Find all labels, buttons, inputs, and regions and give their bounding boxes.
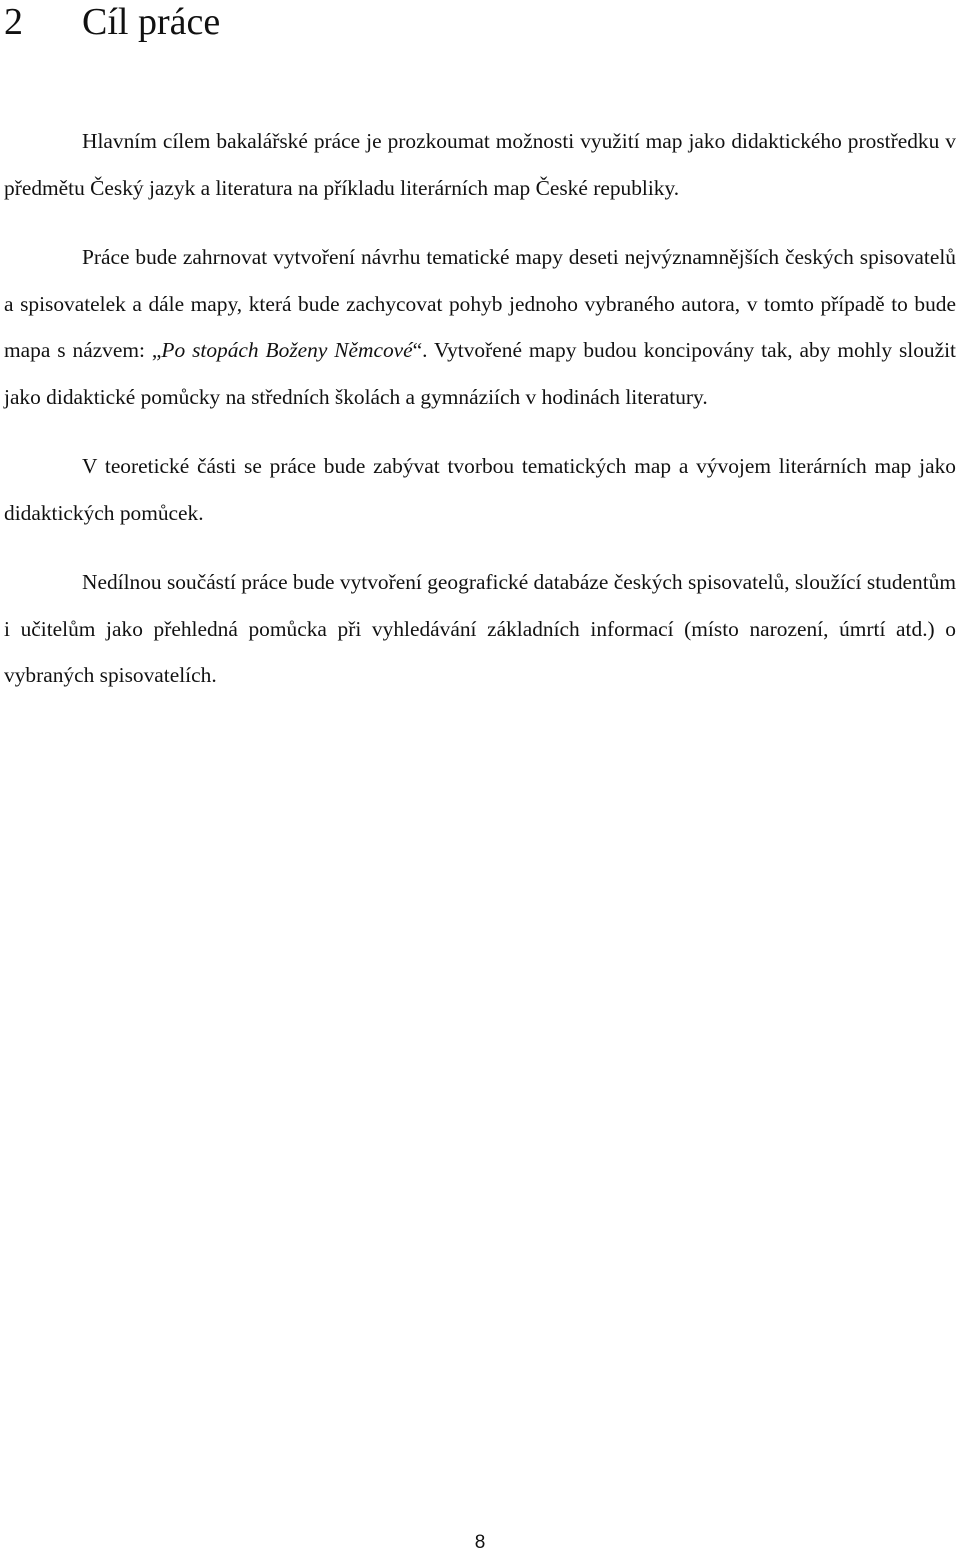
chapter-number: 2: [4, 1, 23, 43]
paragraph-theory: V teoretické části se práce bude zabývat tvorbou tematických map a vývojem literárních map jako didaktických pomůcek.: [4, 454, 956, 525]
chapter-body: [4, 118, 956, 722]
chapter-heading: [4, 0, 220, 44]
page-number: 8: [474, 1532, 486, 1553]
map-title: Po stopách Boženy Němcové: [161, 338, 413, 362]
paragraph-maps-text-before: Práce bude zahrnovat vytvoření návrhu tematické mapy deseti nejvýznamnějších českých spisovatelů a spisovatelek a dále mapy, která bude zachycovat pohyb jednoho vybraného autora, v tomto případě to bude mapa s názvem: „: [4, 245, 956, 362]
paragraph-aim: Hlavním cílem bakalářské práce je prozkoumat možnosti využití map jako didaktického prostředku v předmětu Český jazyk a literatura na příkladu literárních map České republiky.: [4, 129, 956, 200]
chapter-title: Cíl práce: [82, 1, 221, 43]
paragraph-maps-text-after: “. Vytvořené mapy budou koncipovány tak, aby mohly sloužit jako didaktické pomůcky na středních školách a gymnáziích v hodinách literatury.: [4, 338, 956, 409]
paragraph-maps: [4, 234, 956, 420]
paragraph-database: Nedílnou součástí práce bude vytvoření geografické databáze českých spisovatelů, sloužící studentům i učitelům jako přehledná pomůcka při vyhledávání základních informací (místo narození, úmrtí atd.) o vybraných spisovatelích.: [4, 570, 956, 687]
